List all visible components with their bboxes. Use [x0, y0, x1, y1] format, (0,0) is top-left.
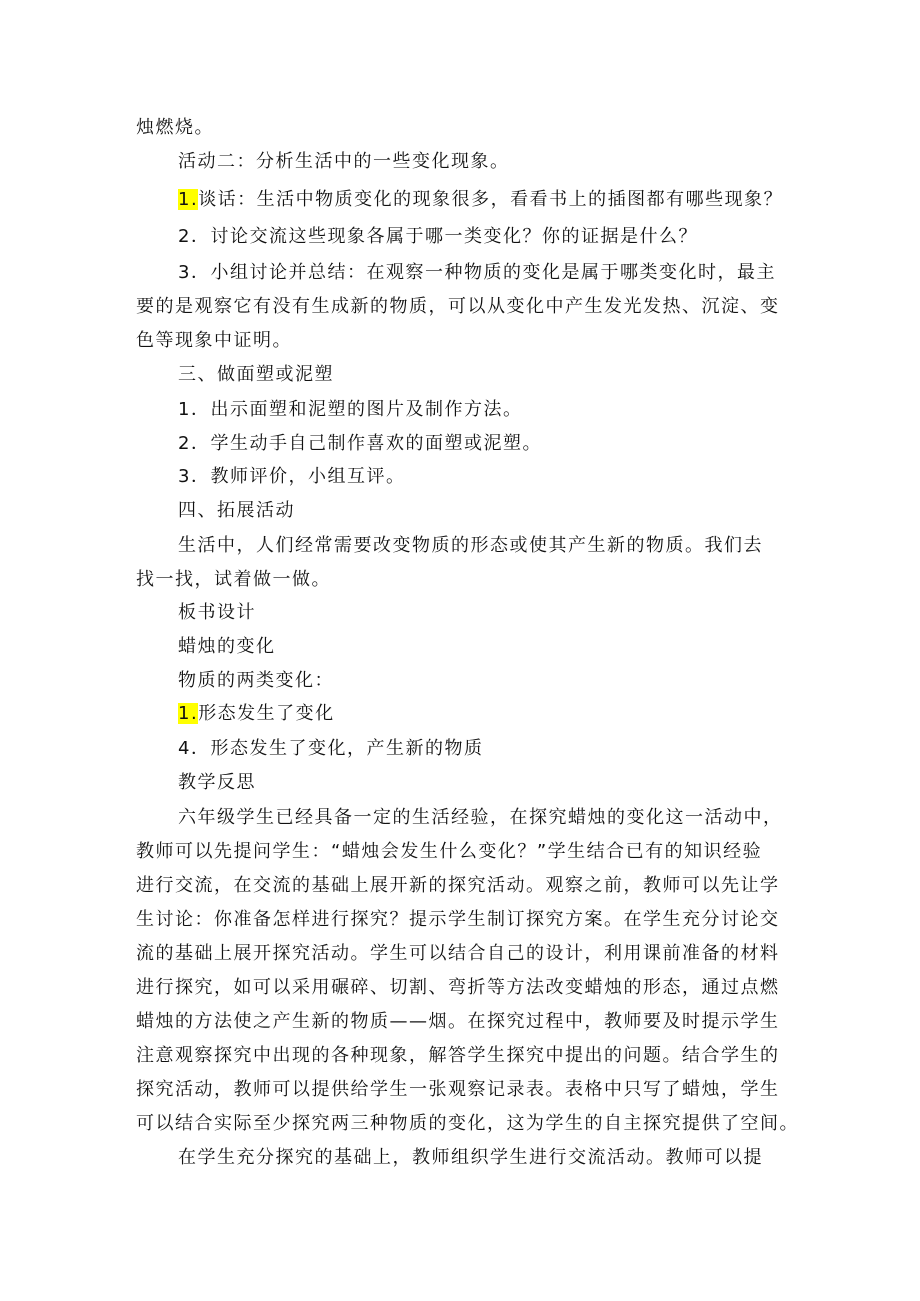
text-line: 进行探究，如可以采用碾碎、切割、弯折等方法改变蜡烛的形态，通过点燃 [136, 977, 780, 998]
highlighted-number: 1. [178, 189, 199, 210]
text-line: 1.形态发生了变化 [178, 703, 335, 724]
text-line: 六年级学生已经具备一定的生活经验，在探究蜡烛的变化这一活动中， [178, 807, 783, 828]
text-line: 注意观察探究中出现的各种现象，解答学生探究中提出的问题。结合学生的 [136, 1045, 780, 1066]
text-line: 探究活动，教师可以提供给学生一张观察记录表。表格中只写了蜡烛，学生 [136, 1079, 780, 1100]
section-heading: 三、做面塑或泥塑 [178, 364, 334, 385]
text-line: 蜡烛的变化 [178, 636, 276, 657]
text-line: 3．小组讨论并总结：在观察一种物质的变化是属于哪类变化时，最主 [178, 262, 776, 283]
text-line: 物质的两类变化： [178, 670, 334, 691]
text-line: 1．出示面塑和泥塑的图片及制作方法。 [178, 399, 523, 420]
text-line: 2．讨论交流这些现象各属于哪一类变化？你的证据是什么？ [178, 226, 698, 247]
section-heading: 四、拓展活动 [178, 500, 295, 521]
text-line: 教师可以先提问学生：“蜡烛会发生什么变化？”学生结合已有的知识经验 [136, 841, 763, 862]
text-line: 流的基础上展开探究活动。学生可以结合自己的设计，利用课前准备的材料 [136, 943, 780, 964]
section-heading: 教学反思 [178, 772, 256, 793]
text-line: 进行交流，在交流的基础上展开新的探究活动。观察之前，教师可以先让学 [136, 875, 780, 896]
text-line: 1.谈话：生活中物质变化的现象很多，看看书上的插图都有哪些现象？ [178, 189, 784, 210]
text-line: 4．形态发生了变化，产生新的物质 [178, 738, 484, 759]
text-line: 在学生充分探究的基础上，教师组织学生进行交流活动。教师可以提 [178, 1147, 763, 1168]
text-line: 蜡烛的方法使之产生新的物质——烟。在探究过程中，教师要及时提示学生 [136, 1011, 780, 1032]
text-line: 活动二：分析生活中的一些变化现象。 [178, 151, 510, 172]
text-line: 3．教师评价，小组互评。 [178, 466, 406, 487]
text-line: 生讨论：你准备怎样进行探究？提示学生制订探究方案。在学生充分讨论交 [136, 909, 780, 930]
text-line: 2．学生动手自己制作喜欢的面塑或泥塑。 [178, 433, 542, 454]
text-line: 找一找，试着做一做。 [136, 569, 331, 590]
text-line: 烛燃烧。 [136, 117, 214, 138]
section-heading: 板书设计 [178, 602, 256, 623]
highlighted-number: 1. [178, 703, 199, 724]
text-line: 要的是观察它有没有生成新的物质，可以从变化中产生发光发热、沉淀、变 [136, 296, 780, 317]
text-line: 可以结合实际至少探究两三种物质的变化，这为学生的自主探究提供了空间。 [136, 1113, 799, 1134]
text-line: 色等现象中证明。 [136, 330, 292, 351]
text-line: 生活中，人们经常需要改变物质的形态或使其产生新的物质。我们去 [178, 535, 763, 556]
